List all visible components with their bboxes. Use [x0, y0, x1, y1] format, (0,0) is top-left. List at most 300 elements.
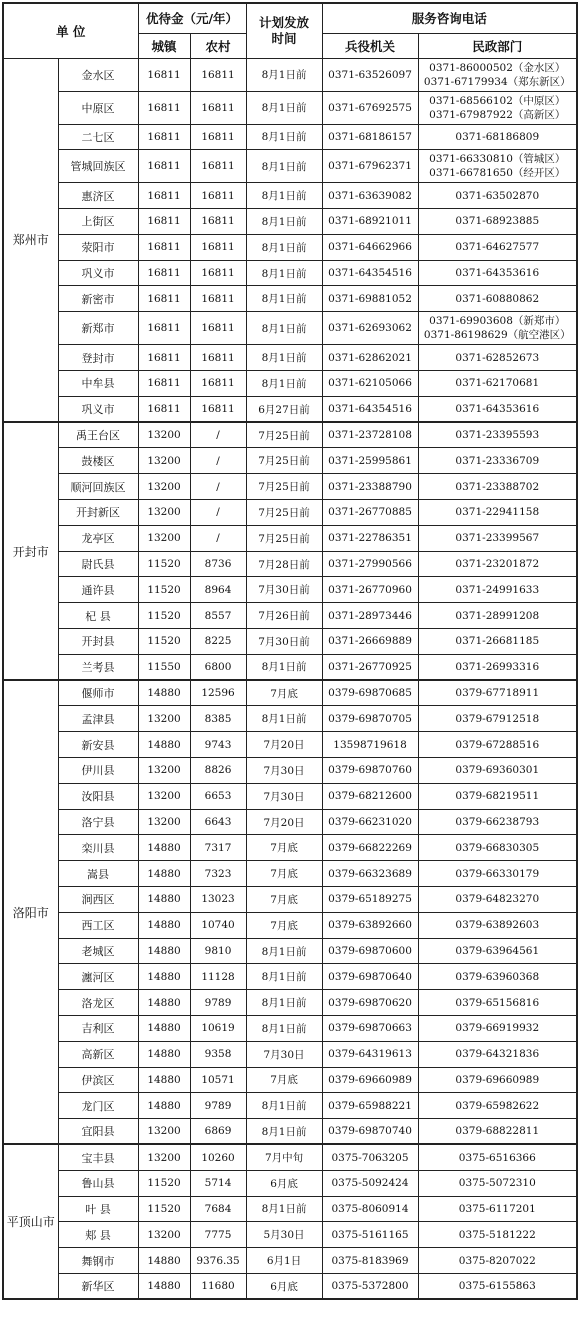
urban-amount: 11550	[138, 654, 190, 680]
military-phone: 0379-66822269	[322, 835, 418, 861]
table-row	[3, 938, 577, 964]
district-name: 鼓楼区	[58, 448, 138, 474]
rural-amount: /	[190, 422, 246, 448]
district-name: 栾川县	[58, 835, 138, 861]
rural-amount: 7684	[190, 1196, 246, 1222]
military-phone: 0371-64354516	[322, 396, 418, 422]
civil-phone: 0379-69360301	[418, 758, 577, 784]
urban-amount: 16811	[138, 150, 190, 183]
table-row	[3, 654, 577, 680]
table-row	[3, 732, 577, 758]
military-phone: 0371-63639082	[322, 183, 418, 209]
civil-phone: 0379-67288516	[418, 732, 577, 758]
military-phone: 0371-64354516	[322, 260, 418, 286]
urban-amount: 16811	[138, 209, 190, 235]
rural-amount: 9789	[190, 990, 246, 1016]
city-name: 郑州市	[3, 58, 58, 422]
rural-amount: 10260	[190, 1144, 246, 1170]
civil-phone: 0371-69903608（新郑市） 0371-86198629（航空港区）	[418, 312, 577, 345]
rural-amount: 10571	[190, 1067, 246, 1093]
table-row	[3, 1016, 577, 1042]
urban-amount: 13200	[138, 1144, 190, 1170]
urban-amount: 13200	[138, 448, 190, 474]
civil-phone: 0371-62170681	[418, 371, 577, 397]
district-name: 管城回族区	[58, 150, 138, 183]
military-phone: 0371-67692575	[322, 91, 418, 124]
military-phone: 0375-8060914	[322, 1196, 418, 1222]
schedule-time: 7月底	[246, 1067, 322, 1093]
schedule-time: 7月25日前	[246, 500, 322, 526]
district-name: 杞 县	[58, 603, 138, 629]
table-row	[3, 150, 577, 183]
table-row	[3, 124, 577, 150]
military-phone: 0371-23728108	[322, 422, 418, 448]
table-row	[3, 603, 577, 629]
urban-amount: 14880	[138, 990, 190, 1016]
rural-amount: 6653	[190, 783, 246, 809]
rural-amount: 16811	[190, 150, 246, 183]
city-name: 开封市	[3, 422, 58, 680]
military-phone: 0379-65988221	[322, 1093, 418, 1119]
district-name: 尉氏县	[58, 551, 138, 577]
schedule-time: 7月底	[246, 835, 322, 861]
urban-amount: 14880	[138, 1248, 190, 1274]
urban-amount: 16811	[138, 183, 190, 209]
rural-amount: 16811	[190, 124, 246, 150]
urban-amount: 16811	[138, 345, 190, 371]
table-row	[3, 234, 577, 260]
civil-phone: 0379-63964561	[418, 938, 577, 964]
urban-amount: 14880	[138, 912, 190, 938]
civil-phone: 0371-86000502（金水区） 0371-67179934（郑东新区）	[418, 58, 577, 91]
urban-amount: 16811	[138, 286, 190, 312]
civil-phone: 0375-8207022	[418, 1248, 577, 1274]
table-body	[3, 58, 577, 1299]
civil-phone: 0375-5181222	[418, 1222, 577, 1248]
military-phone: 13598719618	[322, 732, 418, 758]
urban-amount: 16811	[138, 91, 190, 124]
district-name: 洛宁县	[58, 809, 138, 835]
civil-phone: 0371-68186809	[418, 124, 577, 150]
rural-amount: 11680	[190, 1273, 246, 1299]
district-name: 涧西区	[58, 887, 138, 913]
civil-phone: 0379-64823270	[418, 887, 577, 913]
rural-amount: 8826	[190, 758, 246, 784]
rural-amount: 7775	[190, 1222, 246, 1248]
table-row	[3, 474, 577, 500]
rural-amount: 6643	[190, 809, 246, 835]
district-name: 新郑市	[58, 312, 138, 345]
urban-amount: 14880	[138, 1067, 190, 1093]
district-name: 舞钢市	[58, 1248, 138, 1274]
military-phone: 0379-69870705	[322, 706, 418, 732]
schedule-time: 8月1日前	[246, 286, 322, 312]
urban-amount: 13200	[138, 758, 190, 784]
urban-amount: 13200	[138, 1119, 190, 1145]
header-unit: 单 位	[3, 3, 138, 58]
urban-amount: 14880	[138, 680, 190, 706]
rural-amount: 16811	[190, 260, 246, 286]
schedule-time: 7月30日	[246, 1041, 322, 1067]
rural-amount: 6800	[190, 654, 246, 680]
military-phone: 0371-64662966	[322, 234, 418, 260]
district-name: 老城区	[58, 938, 138, 964]
military-phone: 0379-68212600	[322, 783, 418, 809]
urban-amount: 13200	[138, 783, 190, 809]
civil-phone: 0379-63960368	[418, 964, 577, 990]
military-phone: 0379-69870740	[322, 1119, 418, 1145]
civil-phone: 0379-66330179	[418, 861, 577, 887]
rural-amount: 16811	[190, 91, 246, 124]
civil-phone: 0371-62852673	[418, 345, 577, 371]
district-name: 洛龙区	[58, 990, 138, 1016]
rural-amount: 16811	[190, 183, 246, 209]
military-phone: 0379-69870760	[322, 758, 418, 784]
schedule-time: 8月1日前	[246, 209, 322, 235]
rural-amount: 8964	[190, 577, 246, 603]
table-row	[3, 629, 577, 655]
district-name: 郏 县	[58, 1222, 138, 1248]
military-phone: 0379-69870685	[322, 680, 418, 706]
civil-phone: 0375-6117201	[418, 1196, 577, 1222]
table-row	[3, 577, 577, 603]
rural-amount: 11128	[190, 964, 246, 990]
schedule-time: 8月1日前	[246, 1119, 322, 1145]
table-row	[3, 809, 577, 835]
urban-amount: 13200	[138, 500, 190, 526]
district-name: 高新区	[58, 1041, 138, 1067]
military-phone: 0371-26770960	[322, 577, 418, 603]
schedule-time: 6月底	[246, 1273, 322, 1299]
header-civil: 民政部门	[418, 33, 577, 58]
military-phone: 0371-67962371	[322, 150, 418, 183]
civil-phone: 0379-66919932	[418, 1016, 577, 1042]
table-row	[3, 783, 577, 809]
rural-amount: 8736	[190, 551, 246, 577]
subsidy-table	[2, 2, 578, 1300]
table-row	[3, 1119, 577, 1145]
schedule-time: 5月30日	[246, 1222, 322, 1248]
urban-amount: 16811	[138, 396, 190, 422]
district-name: 宜阳县	[58, 1119, 138, 1145]
urban-amount: 14880	[138, 938, 190, 964]
civil-phone: 0371-60880862	[418, 286, 577, 312]
schedule-time: 7月25日前	[246, 474, 322, 500]
schedule-time: 8月1日前	[246, 654, 322, 680]
urban-amount: 11520	[138, 603, 190, 629]
civil-phone: 0371-64353616	[418, 260, 577, 286]
civil-phone: 0379-65982622	[418, 1093, 577, 1119]
city-name: 洛阳市	[3, 680, 58, 1144]
military-phone: 0379-66323689	[322, 861, 418, 887]
rural-amount: 16811	[190, 286, 246, 312]
table-row	[3, 1222, 577, 1248]
urban-amount: 11520	[138, 629, 190, 655]
table-row	[3, 448, 577, 474]
table-row	[3, 1041, 577, 1067]
schedule-time: 7月30日	[246, 783, 322, 809]
schedule-time: 6月底	[246, 1170, 322, 1196]
rural-amount: 13023	[190, 887, 246, 913]
civil-phone: 0379-67718911	[418, 680, 577, 706]
district-name: 中原区	[58, 91, 138, 124]
district-name: 伊川县	[58, 758, 138, 784]
civil-phone: 0371-64353616	[418, 396, 577, 422]
district-name: 金水区	[58, 58, 138, 91]
military-phone: 0371-28973446	[322, 603, 418, 629]
urban-amount: 14880	[138, 887, 190, 913]
schedule-time: 8月1日前	[246, 312, 322, 345]
district-name: 龙亭区	[58, 525, 138, 551]
schedule-time: 8月1日前	[246, 345, 322, 371]
military-phone: 0379-69870640	[322, 964, 418, 990]
rural-amount: 9789	[190, 1093, 246, 1119]
table-row	[3, 887, 577, 913]
district-name: 孟津县	[58, 706, 138, 732]
civil-phone: 0371-66330810（管城区） 0371-66781650（经开区）	[418, 150, 577, 183]
schedule-time: 7月底	[246, 861, 322, 887]
table-row	[3, 990, 577, 1016]
civil-phone: 0371-64627577	[418, 234, 577, 260]
rural-amount: 5714	[190, 1170, 246, 1196]
military-phone: 0371-62105066	[322, 371, 418, 397]
civil-phone: 0379-67912518	[418, 706, 577, 732]
rural-amount: 10740	[190, 912, 246, 938]
urban-amount: 11520	[138, 1196, 190, 1222]
schedule-time: 8月1日前	[246, 990, 322, 1016]
rural-amount: 6869	[190, 1119, 246, 1145]
urban-amount: 16811	[138, 124, 190, 150]
urban-amount: 13200	[138, 422, 190, 448]
district-name: 新华区	[58, 1273, 138, 1299]
table-row	[3, 260, 577, 286]
military-phone: 0379-65189275	[322, 887, 418, 913]
table-row	[3, 91, 577, 124]
civil-phone: 0379-68219511	[418, 783, 577, 809]
header-rural: 农村	[190, 33, 246, 58]
table-row	[3, 286, 577, 312]
urban-amount: 13200	[138, 474, 190, 500]
military-phone: 0371-26770925	[322, 654, 418, 680]
schedule-time: 7月30日前	[246, 577, 322, 603]
civil-phone: 0371-22941158	[418, 500, 577, 526]
district-name: 通许县	[58, 577, 138, 603]
city-name: 平顶山市	[3, 1144, 58, 1299]
header-urban: 城镇	[138, 33, 190, 58]
district-name: 中牟县	[58, 371, 138, 397]
urban-amount: 11520	[138, 551, 190, 577]
civil-phone: 0379-66238793	[418, 809, 577, 835]
rural-amount: 8557	[190, 603, 246, 629]
civil-phone: 0371-68923885	[418, 209, 577, 235]
table-row	[3, 1273, 577, 1299]
district-name: 兰考县	[58, 654, 138, 680]
civil-phone: 0371-63502870	[418, 183, 577, 209]
schedule-time: 8月1日前	[246, 938, 322, 964]
urban-amount: 14880	[138, 1093, 190, 1119]
rural-amount: 16811	[190, 396, 246, 422]
urban-amount: 14880	[138, 964, 190, 990]
district-name: 新密市	[58, 286, 138, 312]
urban-amount: 14880	[138, 835, 190, 861]
rural-amount: 12596	[190, 680, 246, 706]
rural-amount: 16811	[190, 345, 246, 371]
rural-amount: 9376.35	[190, 1248, 246, 1274]
urban-amount: 16811	[138, 371, 190, 397]
military-phone: 0371-23388790	[322, 474, 418, 500]
rural-amount: 7323	[190, 861, 246, 887]
military-phone: 0375-7063205	[322, 1144, 418, 1170]
table-row	[3, 422, 577, 448]
table-row	[3, 706, 577, 732]
military-phone: 0371-26669889	[322, 629, 418, 655]
rural-amount: /	[190, 525, 246, 551]
district-name: 惠济区	[58, 183, 138, 209]
urban-amount: 13200	[138, 809, 190, 835]
table-row	[3, 1067, 577, 1093]
civil-phone: 0371-23388702	[418, 474, 577, 500]
schedule-time: 6月27日前	[246, 396, 322, 422]
table-row	[3, 861, 577, 887]
district-name: 汝阳县	[58, 783, 138, 809]
schedule-time: 7月25日前	[246, 525, 322, 551]
table-row	[3, 964, 577, 990]
military-phone: 0375-5161165	[322, 1222, 418, 1248]
military-phone: 0371-26770885	[322, 500, 418, 526]
military-phone: 0371-62862021	[322, 345, 418, 371]
schedule-time: 8月1日前	[246, 260, 322, 286]
rural-amount: 9810	[190, 938, 246, 964]
district-name: 叶 县	[58, 1196, 138, 1222]
table-row	[3, 1196, 577, 1222]
military-phone: 0371-68921011	[322, 209, 418, 235]
schedule-time: 7月30日前	[246, 629, 322, 655]
military-phone: 0371-25995861	[322, 448, 418, 474]
district-name: 瀍河区	[58, 964, 138, 990]
military-phone: 0375-5092424	[322, 1170, 418, 1196]
district-name: 西工区	[58, 912, 138, 938]
urban-amount: 13200	[138, 706, 190, 732]
military-phone: 0379-66231020	[322, 809, 418, 835]
schedule-time: 8月1日前	[246, 150, 322, 183]
header-hotline: 服务咨询电话	[322, 3, 577, 33]
urban-amount: 11520	[138, 1170, 190, 1196]
military-phone: 0371-68186157	[322, 124, 418, 150]
schedule-time: 8月1日前	[246, 706, 322, 732]
table-row	[3, 758, 577, 784]
civil-phone: 0371-23336709	[418, 448, 577, 474]
schedule-time: 7月20日	[246, 732, 322, 758]
header-military: 兵役机关	[322, 33, 418, 58]
urban-amount: 14880	[138, 1016, 190, 1042]
rural-amount: 16811	[190, 371, 246, 397]
table-row	[3, 835, 577, 861]
civil-phone: 0371-23395593	[418, 422, 577, 448]
schedule-time: 7月底	[246, 887, 322, 913]
rural-amount: 8225	[190, 629, 246, 655]
civil-phone: 0371-23399567	[418, 525, 577, 551]
civil-phone: 0375-5072310	[418, 1170, 577, 1196]
rural-amount: 16811	[190, 58, 246, 91]
civil-phone: 0371-26993316	[418, 654, 577, 680]
civil-phone: 0379-68822811	[418, 1119, 577, 1145]
urban-amount: 14880	[138, 1041, 190, 1067]
table-row	[3, 345, 577, 371]
military-phone: 0379-69870620	[322, 990, 418, 1016]
table-row	[3, 680, 577, 706]
header-subsidy: 优待金（元/年）	[138, 3, 246, 33]
district-name: 伊滨区	[58, 1067, 138, 1093]
district-name: 开封新区	[58, 500, 138, 526]
military-phone: 0371-22786351	[322, 525, 418, 551]
schedule-time: 8月1日前	[246, 1196, 322, 1222]
rural-amount: 7317	[190, 835, 246, 861]
schedule-time: 8月1日前	[246, 183, 322, 209]
urban-amount: 14880	[138, 732, 190, 758]
rural-amount: 9743	[190, 732, 246, 758]
district-name: 顺河回族区	[58, 474, 138, 500]
civil-phone: 0371-24991633	[418, 577, 577, 603]
schedule-time: 7月30日	[246, 758, 322, 784]
urban-amount: 16811	[138, 260, 190, 286]
district-name: 吉利区	[58, 1016, 138, 1042]
schedule-time: 7月26日前	[246, 603, 322, 629]
schedule-time: 8月1日前	[246, 371, 322, 397]
table-row	[3, 209, 577, 235]
civil-phone: 0375-6155863	[418, 1273, 577, 1299]
civil-phone: 0379-69660989	[418, 1067, 577, 1093]
rural-amount: 9358	[190, 1041, 246, 1067]
table-row	[3, 1170, 577, 1196]
district-name: 宝丰县	[58, 1144, 138, 1170]
table-row	[3, 525, 577, 551]
schedule-time: 7月中旬	[246, 1144, 322, 1170]
district-name: 嵩县	[58, 861, 138, 887]
civil-phone: 0371-28991208	[418, 603, 577, 629]
rural-amount: 10619	[190, 1016, 246, 1042]
schedule-time: 7月底	[246, 680, 322, 706]
table-row	[3, 371, 577, 397]
military-phone: 0375-8183969	[322, 1248, 418, 1274]
schedule-time: 6月1日	[246, 1248, 322, 1274]
military-phone: 0379-63892660	[322, 912, 418, 938]
military-phone: 0371-69881052	[322, 286, 418, 312]
civil-phone: 0379-64321836	[418, 1041, 577, 1067]
district-name: 巩义市	[58, 396, 138, 422]
rural-amount: 16811	[190, 234, 246, 260]
district-name: 开封县	[58, 629, 138, 655]
table-row	[3, 551, 577, 577]
district-name: 鲁山县	[58, 1170, 138, 1196]
schedule-time: 8月1日前	[246, 964, 322, 990]
military-phone: 0379-69870600	[322, 938, 418, 964]
urban-amount: 14880	[138, 861, 190, 887]
military-phone: 0375-5372800	[322, 1273, 418, 1299]
rural-amount: /	[190, 448, 246, 474]
rural-amount: /	[190, 500, 246, 526]
military-phone: 0371-27990566	[322, 551, 418, 577]
civil-phone: 0379-66830305	[418, 835, 577, 861]
district-name: 二七区	[58, 124, 138, 150]
schedule-time: 8月1日前	[246, 1093, 322, 1119]
urban-amount: 16811	[138, 234, 190, 260]
rural-amount: /	[190, 474, 246, 500]
header-schedule: 计划发放 时间	[246, 3, 322, 58]
urban-amount: 16811	[138, 312, 190, 345]
table-row	[3, 183, 577, 209]
schedule-time: 7月25日前	[246, 422, 322, 448]
table-row	[3, 1144, 577, 1170]
